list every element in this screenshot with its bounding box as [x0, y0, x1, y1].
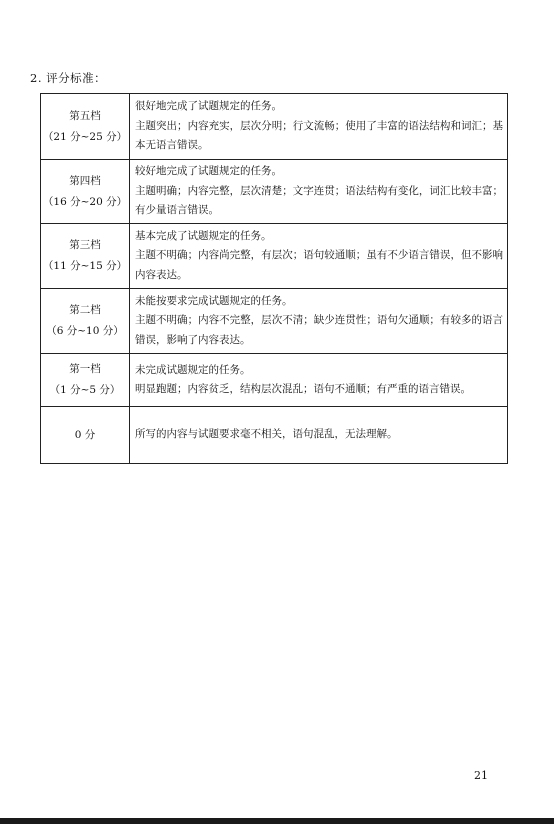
level-cell: [41, 407, 130, 464]
level-range: （21 分~25 分）: [42, 130, 128, 143]
table-row: [41, 354, 508, 407]
description-cell: [130, 160, 508, 224]
grading-table: [40, 93, 508, 464]
level-cell: [41, 160, 130, 224]
level-range: （1 分~5 分）: [49, 384, 121, 396]
level-name: 第三档: [69, 239, 101, 251]
level-summary: 较好地完成了试题规定的任务。: [135, 165, 282, 178]
level-cell: [41, 354, 130, 407]
level-cell: [41, 224, 130, 289]
table-row: [41, 407, 508, 464]
level-detail: 主题突出；内容充实，层次分明；行文流畅；使用了丰富的语法结构和词汇；基本无语言错误。: [135, 119, 503, 152]
description-cell: [130, 224, 508, 289]
level-range: （11 分~15 分）: [42, 260, 128, 272]
level-detail: 主题不明确；内容尚完整，有层次；语句较通顺；虽有不少语言错误，但不影响内容表达。: [135, 249, 503, 281]
scan-edge: [0, 818, 554, 824]
level-name: 第四档: [69, 174, 101, 187]
level-name: 第二档: [69, 304, 101, 316]
description-cell: [130, 407, 508, 464]
page-number: 21: [474, 769, 488, 782]
table-row: [41, 160, 508, 224]
level-name: 第五档: [69, 109, 101, 122]
level-name: 0 分: [74, 428, 96, 441]
level-summary: 很好地完成了试题规定的任务。: [135, 100, 282, 113]
level-range: （16 分~20 分）: [42, 195, 128, 208]
table-row: [41, 224, 508, 289]
level-summary: 基本完成了试题规定的任务。: [135, 229, 272, 242]
description-cell: [130, 354, 508, 407]
level-summary: 未能按要求完成试题规定的任务。: [135, 294, 293, 307]
level-detail: 主题不明确；内容不完整，层次不清；缺少连贯性；语句欠通顺；有较多的语言错误，影响了内容表达。: [135, 314, 503, 346]
level-cell: [41, 94, 130, 160]
table-row: [41, 94, 508, 160]
description-cell: [130, 289, 508, 354]
description-cell: [130, 94, 508, 160]
level-summary: 所写的内容与试题要求毫不相关，语句混乱，无法理解。: [135, 428, 398, 441]
table-row: [41, 289, 508, 354]
level-name: 第一档: [69, 363, 101, 375]
level-range: （6 分~10 分）: [46, 325, 124, 337]
level-detail: 明显跑题；内容贫乏，结构层次混乱；语句不通顺；有严重的语言错误。: [135, 383, 471, 395]
section-heading: 2. 评分标准：: [30, 71, 107, 85]
level-cell: [41, 289, 130, 354]
level-summary: 未完成试题规定的任务。: [135, 363, 251, 376]
level-detail: 主题明确；内容完整，层次清楚；文字连贯；语法结构有变化，词汇比较丰富；有少量语言错误。: [135, 184, 503, 217]
